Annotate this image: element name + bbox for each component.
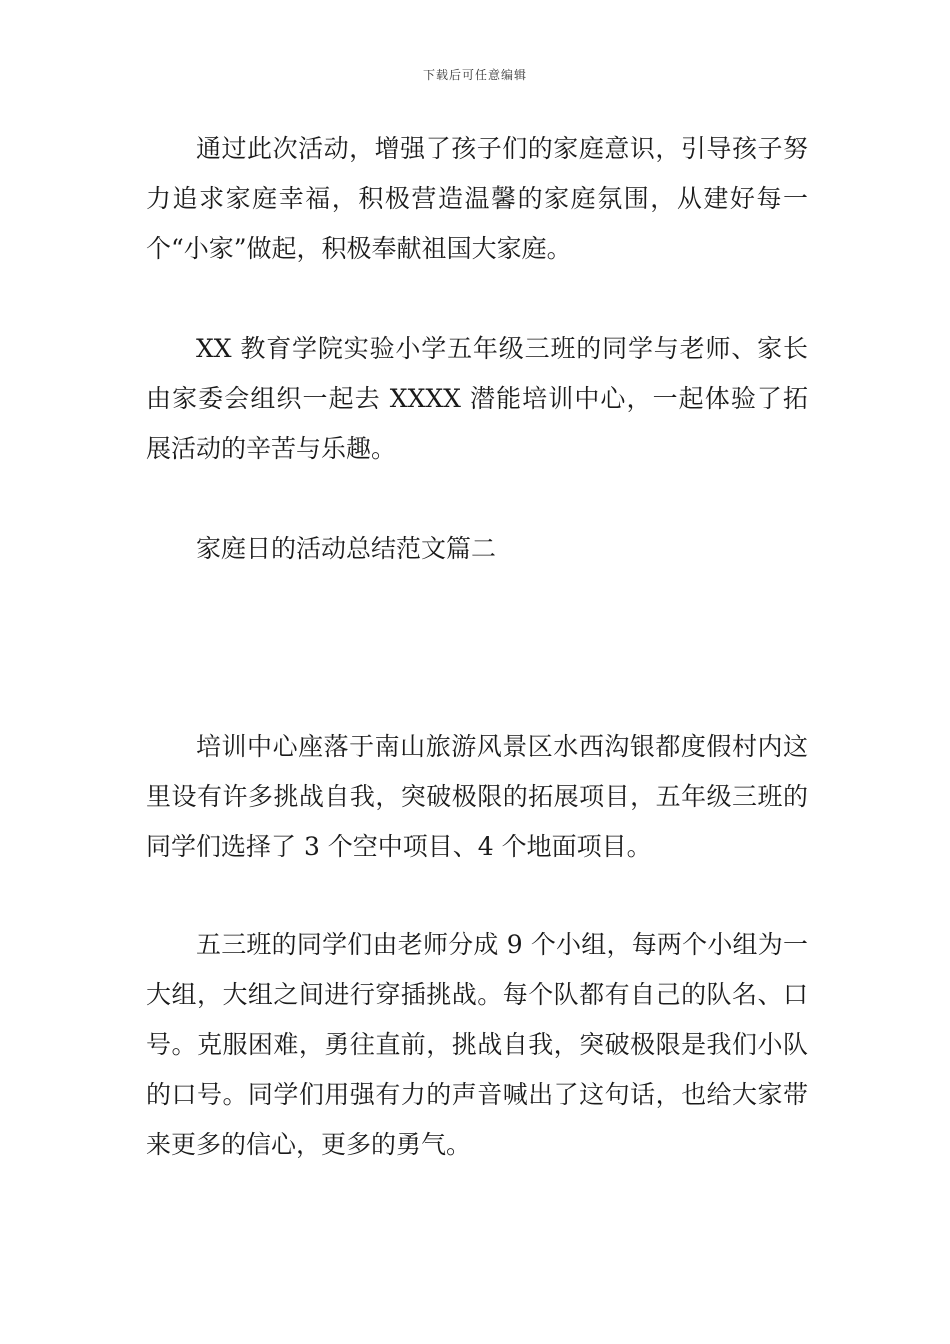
body-paragraph-4: 五三班的同学们由老师分成 9 个小组，每两个小组为一大组，大组之间进行穿插挑战。每个队都有自己的队名、口号。克服困难，勇往直前，挑战自我，突破极限是我们小队的口号。同学们用强有力的声音喊出了这句话，也给大家带来更多的信心，更多的勇气。 <box>146 930 808 1159</box>
body-paragraph-2: XX 教育学院实验小学五年级三班的同学与老师、家长由家委会组织一起去 XXXX 潜能培训中心，一起体验了拓展活动的辛苦与乐趣。 <box>146 334 808 463</box>
page-header-note: 下载后可任意编辑 <box>422 68 527 82</box>
body-paragraph-1: 通过此次活动，增强了孩子们的家庭意识，引导孩子努力追求家庭幸福，积极营造温馨的家庭氛围，从建好每一个“小家”做起，积极奉献祖国大家庭。 <box>146 134 808 263</box>
body-paragraph-3: 培训中心座落于南山旅游风景区水西沟银都度假村内这里设有许多挑战自我，突破极限的拓展项目，五年级三班的同学们选择了 3 个空中项目、4 个地面项目。 <box>146 732 808 861</box>
section-heading: 家庭日的活动总结范文篇二 <box>196 534 497 563</box>
